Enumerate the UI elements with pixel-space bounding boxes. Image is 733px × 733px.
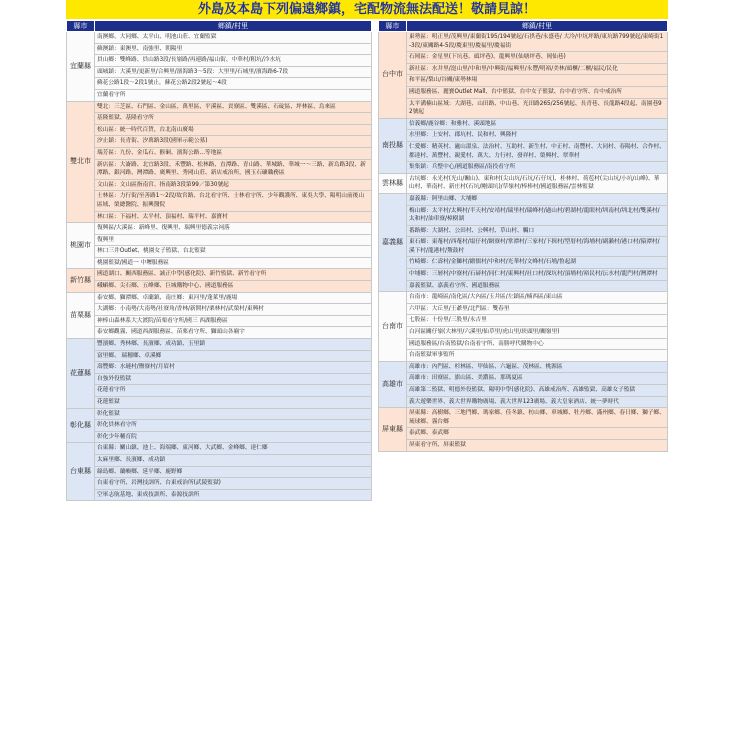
township-cell: 花蓮看守所 xyxy=(95,385,372,397)
table-row xyxy=(379,98,668,118)
table-row xyxy=(67,466,372,478)
table-row xyxy=(379,338,668,350)
table-row xyxy=(379,118,668,130)
township-cell: 泰武鄉、泰武鄉 xyxy=(407,428,668,440)
table-row xyxy=(67,397,372,409)
township-cell: 新店區：大崙路、北宜路3段、禾豐路、松林路、直潭路、青山路、華城路、華城一～三路、新烏路3段、新潭路、銀河路、灣潭路、廣興里、秀岡山莊、新店戒治所，國玉石礦職務區 xyxy=(95,159,372,179)
table-row xyxy=(67,408,372,420)
left-table xyxy=(66,20,372,501)
table-row xyxy=(67,350,372,362)
table-row xyxy=(67,257,372,269)
township-cell: 泰安鄉觀霧、國道西湖服務區、苗栗看守所、獅頭山各廟宇 xyxy=(95,327,372,339)
township-cell: 中埔鄉：三層村/中寮村/石硦村/同仁村/東興村/社口村/深坑村/頂埔村/裕民村/沄水村/龍門村/灣潭村 xyxy=(407,269,668,281)
table-row xyxy=(67,66,372,78)
township-cell: 員山鄉：雙峰路、員山路3段/長嶺路/再連路/福山街、中華村/粗坑/冷水坑 xyxy=(95,55,372,67)
township-cell: 古坑鄉：永光村(光山/關山)、東和村(尖山坑/石坑/石仔坑)、桂林村、荷苞村(尖山坑/小坑/山峰)、華山村、華南村、新庄村(石坑/剛頭坑)/草嶺村/棒棒村/國道服務區/雲林監獄 xyxy=(407,173,668,193)
table-row xyxy=(379,292,668,304)
table-row xyxy=(379,396,668,408)
table-row xyxy=(379,141,668,161)
township-cell: 國道服務區/台南監獄/台南看守所、南勝呼代購物中心 xyxy=(407,338,668,350)
county-cell: 宜蘭縣 xyxy=(67,32,95,102)
township-cell: 嘉義監獄、嘉義看守所、國道服務區 xyxy=(407,280,668,292)
township-cell: 基隆監獄、基隆看守所 xyxy=(95,113,372,125)
county-cell: 雙北市 xyxy=(67,101,95,223)
township-cell: 台東縣：關山鎮、池上、海端鄉、東河鄉、大武鄉、金峰鄉、達仁鄉 xyxy=(95,443,372,455)
township-cell: 信義鄉/鹿谷鄉：和雅村、溪頭地區 xyxy=(407,118,668,130)
township-header: 鄉鎮/村里 xyxy=(407,21,668,32)
county-cell: 南投縣 xyxy=(379,118,407,173)
table-row xyxy=(379,439,668,451)
township-cell: 雙北：三芝區、石門區、金山區、萬里區、平溪區、貢寮區、雙溪區、石碇區、坪林區、烏來區 xyxy=(95,101,372,113)
township-cell: 屏東縣：高樹鄉、三地門鄉、瑪家鄉、佳冬鎮、枋山鄉、車城鄉、牡丹鄉、滿州鄉、春日鄉、獅子鄉、琉球鄉、霧台鄉 xyxy=(407,408,668,428)
township-cell: 集集鎮：兵整中心/國道服務區/南投看守所 xyxy=(407,162,668,174)
table-row xyxy=(379,52,668,64)
township-cell: 高雄第二監獄、明德外役監獄、陽明中學(感化院)、高雄戒治所、高雄監獄、高雄女子監獄 xyxy=(407,385,668,397)
table-row xyxy=(379,162,668,174)
township-cell: 自強外役監獄 xyxy=(95,373,372,385)
county-cell: 彰化縣 xyxy=(67,408,95,443)
township-cell: 國道湖口、關西服務區、誠正中學(感化院)、新竹監獄、新竹看守所 xyxy=(95,269,372,281)
table-row xyxy=(379,280,668,292)
township-cell: 空軍志航基地、東成技訓所、泰源技訓所 xyxy=(95,489,372,501)
table-row xyxy=(67,339,372,351)
township-cell: 泰安鄉、獅潭鄉、卓蘭鎮、南庄鄉：東河里/蓬萊里/鹿場 xyxy=(95,292,372,304)
table-row xyxy=(67,124,372,136)
table-row xyxy=(379,327,668,339)
township-cell: 林口三井Outlet、桃園女子監獄、台北監獄 xyxy=(95,246,372,258)
table-row xyxy=(67,246,372,258)
county-cell: 雲林縣 xyxy=(379,173,407,193)
township-cell: 梅山鄉：太平村/太興村/半天村/安靖村/瑞里村/瑞峰村/過山村/碧湖村/龍眼村/圳南村/圳北村/雙溪村/太和村/油車寮/樟樹湖 xyxy=(407,205,668,225)
township-cell: 太平溝楠山區域：大湖巷、山田路、中山巷、光田路265/256號起、長青巷、長龍路4段起、南園巷92號起 xyxy=(407,98,668,118)
township-cell: 東石鄉：東菴村/西菴村/塭仔村/網寮村/掌潭村/三家村/下揖村/型厝村/海埔村/副瀨村/港口村/猿潭村/溪下村/龍港村/鰲鼓村 xyxy=(407,237,668,257)
township-cell: 林口區：下福村、太平村、頂福村、瑞平村、嘉寶村 xyxy=(95,211,372,223)
table-row xyxy=(379,205,668,225)
township-cell: 瑞芳區：九份、金瓜石、猴硐、濱海公路…等地區 xyxy=(95,147,372,159)
township-cell: 高雄市：田寮區、旗山區、美濃區、那瑪夏區 xyxy=(407,373,668,385)
table-row xyxy=(379,225,668,237)
table-row xyxy=(67,43,372,55)
township-cell: 大湖鄉：小南勢/大南勢/社寮角/香林/新開村/栗林村/武榮村/東興村 xyxy=(95,304,372,316)
township-cell: 六甲區：大丘里/王爺里/北門區：雙春里 xyxy=(407,303,668,315)
county-cell: 新竹縣 xyxy=(67,269,95,292)
county-cell: 花蓮縣 xyxy=(67,339,95,409)
county-header: 縣市 xyxy=(67,21,95,32)
table-row xyxy=(379,385,668,397)
table-row xyxy=(67,431,372,443)
township-cell: 宜蘭看守所 xyxy=(95,89,372,101)
table-row xyxy=(67,55,372,67)
township-cell: 南澳鄉、大同鄉、太平山、明池山莊、宜蘭監獄 xyxy=(95,32,372,44)
table-row xyxy=(379,75,668,87)
township-cell: 台東看守所、岩灣技訓所、台東戒治所(武陵監獄) xyxy=(95,478,372,490)
table-row xyxy=(67,101,372,113)
table-row xyxy=(67,147,372,159)
township-cell: 綠島鄉、蘭嶼鄉、延平鄉、鹿野鄉 xyxy=(95,466,372,478)
table-row xyxy=(67,113,372,125)
township-cell: 嘉義縣：阿里山鄉、大埔鄉 xyxy=(407,193,668,205)
county-cell: 屏東縣 xyxy=(379,408,407,451)
township-cell: 峨嵋鄉、尖石鄉、五峰鄉、巨城購物中心、國道服務區 xyxy=(95,281,372,293)
table-row xyxy=(67,211,372,223)
table-row xyxy=(67,191,372,211)
table-row xyxy=(379,428,668,440)
county-cell: 台南市 xyxy=(379,292,407,362)
township-cell: 豐濱鄉、秀林鄉、長濱鄉、成功鎮、玉里鎮 xyxy=(95,339,372,351)
township-cell: 白河區關仔嶺(大林里/六溪里/仙草里/虎山里/崁頭里/關嶺里) xyxy=(407,327,668,339)
table-row xyxy=(67,281,372,293)
township-cell: 番路鄉：大湖村、公田村、公興村、草山村、觸口 xyxy=(407,225,668,237)
county-cell: 嘉義縣 xyxy=(379,193,407,291)
township-cell: 蘇澳鎮：東澳里、南強里、朝陽里 xyxy=(95,43,372,55)
county-cell: 苗栗縣 xyxy=(67,292,95,338)
township-cell: 復興里 xyxy=(95,234,372,246)
table-row xyxy=(67,420,372,432)
township-cell: 仁愛鄉：精英村、廬山溫泉、法治村、互助村、新生村、中正村、南豐村、大同村、春陽村、合作村、都達村、萬豐村、親愛村、萬大、力行村、發祥村、榮興村、翠華村 xyxy=(407,141,668,161)
township-cell: 高雄市：內門區、杉林區、甲仙區、六龜區、茂林區、桃源區 xyxy=(407,361,668,373)
township-cell: 桃園監獄/國道一 中壢服務區 xyxy=(95,257,372,269)
left-table-body xyxy=(67,32,372,501)
table-row xyxy=(379,237,668,257)
table-row xyxy=(379,408,668,428)
table-row xyxy=(379,173,668,193)
county-cell: 台中市 xyxy=(379,32,407,119)
township-cell: 太麻里鄉、長濱鄉、成功鎮 xyxy=(95,454,372,466)
township-cell: 彰化少年輔育院 xyxy=(95,431,372,443)
table-row xyxy=(379,257,668,269)
warning-banner: 外島及本島下列偏遠鄉鎮，宅配物流無法配送！敬請見諒！ xyxy=(66,0,668,19)
township-cell: 新社區：水井里/崑山里/中和里/中興街/福興里/永豐/明裕/美林/頭櫃/二櫃/福民/民化 xyxy=(407,63,668,75)
county-cell: 高雄市 xyxy=(379,361,407,407)
township-cell: 竹崎鄉：仁壽村/金獅村/緞儒村/中和村/光華村/文峰村/石埔/鲁起湖 xyxy=(407,257,668,269)
table-row xyxy=(67,373,372,385)
table-row xyxy=(67,159,372,179)
table-row xyxy=(379,193,668,205)
township-cell: 汐止鎮：長青街、汐萬路3段(國軍示範公墓) xyxy=(95,136,372,148)
right-table xyxy=(378,20,668,452)
township-cell: 彰化員林看守所 xyxy=(95,420,372,432)
township-cell: 士林區：力行街/至善路1～2段/故宮路、台北看守所、士林看守所、少年觀護所、東吳大學、陽明山前後山區域、榮總醫院、振興醫院 xyxy=(95,191,372,211)
table-row xyxy=(379,361,668,373)
township-header: 鄉鎮/村里 xyxy=(95,21,372,32)
table-row xyxy=(379,63,668,75)
table-row xyxy=(379,315,668,327)
township-cell: 復興區/大溪區：新峰里、復興里、瑞興里德義宗祠落 xyxy=(95,223,372,235)
table-row xyxy=(67,89,372,101)
table-row xyxy=(67,304,372,316)
table-row xyxy=(379,86,668,98)
table-row xyxy=(67,136,372,148)
table-row xyxy=(67,443,372,455)
table-row xyxy=(67,223,372,235)
table-row xyxy=(379,350,668,362)
township-cell: 東勢區：明正里/茂興里/東蘭街195/194號起/石拱巷/永盛巷/ 大冷/中坑坪路/東坑路799號起/東崎街1-3段/東關路4-5段/慶東里/慶福里/慶福街 xyxy=(407,32,668,52)
township-cell: 和平區/梨山/谷關/東勢林場 xyxy=(407,75,668,87)
township-cell: 富里鄉、 瑞穗鄉、卓溪鄉 xyxy=(95,350,372,362)
table-row xyxy=(67,32,372,44)
table-row xyxy=(379,269,668,281)
township-cell: 屏東看守所、屏東監獄 xyxy=(407,439,668,451)
township-cell: 石岡區：金星里(下坑巷、頭坪巷)、龍興里(仙塘坪巷、岡仙巷) xyxy=(407,52,668,64)
table-row xyxy=(67,78,372,90)
township-cell: 彰化監獄 xyxy=(95,408,372,420)
township-cell: 台南監獄軍事監所 xyxy=(407,350,668,362)
table-row xyxy=(67,489,372,501)
township-cell: 神棒山森林系大大渡院/苗栗看守所/國三 西湖服務區 xyxy=(95,315,372,327)
township-cell: 花蓮監獄 xyxy=(95,397,372,409)
township-cell: 壽豐鄉：水璉村/鹽寮村/月眉村 xyxy=(95,362,372,374)
table-row xyxy=(67,269,372,281)
table-row xyxy=(379,303,668,315)
township-cell: 義大遊樂世界、義大世界購物廣場、義大世界123廣場、義大皇家酒店、統一夢時代 xyxy=(407,396,668,408)
table-row xyxy=(67,478,372,490)
table-row xyxy=(379,373,668,385)
township-cell: 台南市：龍崎區/南化區/大內區/玉井區/左鎮區/楠西區/東山區 xyxy=(407,292,668,304)
county-header: 縣市 xyxy=(379,21,407,32)
table-row xyxy=(67,234,372,246)
county-cell: 台東縣 xyxy=(67,443,95,501)
county-cell: 桃園市 xyxy=(67,223,95,269)
table-row xyxy=(379,32,668,52)
table-row xyxy=(379,130,668,142)
table-row xyxy=(67,385,372,397)
right-table-body xyxy=(379,32,668,452)
table-row xyxy=(67,315,372,327)
township-cell: 文山區：文山區指南宮、指南路3段第99／第30號起 xyxy=(95,179,372,191)
township-cell: 松山區：統一時代百貨，台北南山廣場 xyxy=(95,124,372,136)
table-row xyxy=(67,454,372,466)
township-cell: 國道服務區、麗寶Outlet Mall、台中監獄、台中女子監獄、台中看守所、台中戒治所 xyxy=(407,86,668,98)
table-row xyxy=(67,292,372,304)
table-row xyxy=(67,179,372,191)
table-row xyxy=(67,362,372,374)
township-cell: 七股區：十份里/三股里/永吉里 xyxy=(407,315,668,327)
township-cell: 頭城鎮：大溪里/更新里/合興里/濱海路3～5段：大里里/石城里/濱海路6-7段 xyxy=(95,66,372,78)
township-cell: 水里鄉：上安村、郡坑村、民和村、興隆村 xyxy=(407,130,668,142)
table-row xyxy=(67,327,372,339)
township-cell: 蘇花公路1段～2段1號止，蘇花公路2段2號起～4段 xyxy=(95,78,372,90)
